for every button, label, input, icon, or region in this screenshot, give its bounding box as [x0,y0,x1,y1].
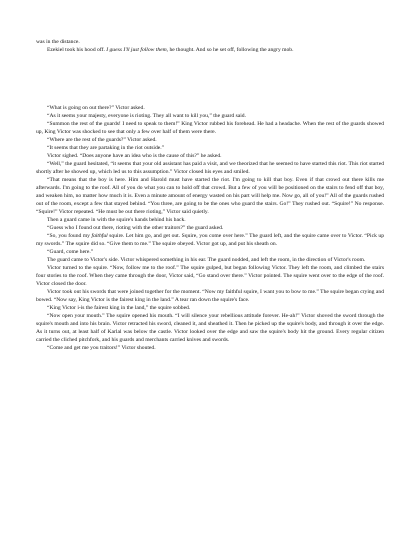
paragraph [36,46,384,54]
paragraph [36,288,384,304]
italic-text: faithful [91,233,108,239]
paragraph [36,144,384,152]
paragraph [36,248,384,256]
paragraph-text: Then a guard came in with the squire's hands behind his back. [47,217,186,223]
paragraph-text: “So, you found my [47,233,92,239]
paragraph-text: , he thought. And so he set off, following the angry mob. [166,47,294,53]
paragraph-text: “Guess who I found out there, rioting with the other traitors?” the guard asked. [47,225,224,231]
paragraph [36,264,384,288]
paragraph-text: “King Victor i-is the fairest king in the land,” the squire sobbed. [47,305,191,311]
paragraph [36,104,384,112]
paragraph-text: “Guard, come here.” [47,249,94,255]
paragraph-text: “What is going on out there?” Victor asked. [47,105,145,111]
main-text-block [36,104,384,352]
paragraph-text: squire. Let him go, and get out. Squire, you come over here.” The guard left, and the squire came over to Victor. “Pick up my swords.” The squire did so. “Give them to me.” The squire obeyed. Victor got up, and put his sheath on. [36,233,384,247]
paragraph [36,160,384,176]
italic-text: I guess I'll just follow them [106,47,167,53]
paragraph-text: “Come and get me you traitors!” Victor shouted. [47,345,156,351]
paragraph [36,224,384,232]
paragraph-text: “That means that the boy is here. Him and Harold must have started the riot. I'm going to kill that boy. Even if that crowd out there kills me afterwards. I'm going to the roof. All of you do what you can to hold off that crowd. But a few of you will be positioned on the stairs to fend off that boy, and weaken him, no matter how much it is. Even a minute amount of energy wasted on his part will help me. Now go, all of you!” All of the guards rushed out of the room, except a few that stayed behind. “You three, are going to be the ones who guard the stairs. Go!” They rushed out. “Squire!” No response. “Squire!” Victor repeated. “He must be out there rioting,” Victor said quietly. [36,177,384,215]
paragraph [36,112,384,120]
paragraph-text: Victor sighed. “Does anyone have an idea who is the cause of this?” he asked. [47,153,222,159]
paragraph [36,256,384,264]
paragraph-text: Victor turned to the squire. “Now, follow me to the roof.” The squire gulped, but began following Victor. They left the room, and climbed the stairs four stories to the roof. When they came through the door, Victor said, “Go stand over there.” Victor pointed. The squire went over to the edge of the roof. Victor closed the door. [36,265,384,287]
paragraph [36,344,384,352]
paragraph-text: “Well,” the guard hesitated, “it seems that your old assistant has paid a visit, and we theorized that he seemed to have started this riot. This riot started shortly after he showed up, which led us to this assumption.” Victor closed his eyes and smiled. [36,161,384,175]
paragraph [36,216,384,224]
paragraph-text: was in the distance. [36,39,80,45]
paragraph-text: “Where are the rest of the guards?” Victor asked. [47,137,157,143]
paragraph-text: Victor took out his swords that were joined together for the moment. “Now my faithful squire, I want you to bow to me.” The squire began crying and bowed. “Now say, King Victor is the fairest king in the land.” A tear ran down the squire's face. [36,289,384,303]
paragraph-text: “It seems that they are partaking in the riot outside.” [47,145,165,151]
paragraph [36,176,384,216]
paragraph [36,312,384,344]
paragraph [36,304,384,312]
paragraph-text: Ezekiel took his hood off. [47,47,107,53]
paragraph-text: “Now open your mouth.” The squire opened his mouth. “I will silence your rebellious attitude forever. He-ah!” Victor shoved the sword through the squire's mouth and into his brain. Victor retracted his sword, cleaned it, and sheathed it. Then he picked up the squire's body, and through it over the edge. As it turns out, at least half of Karlal was below the castle. Victor looked over the edge and saw the squire's body hit the ground. Every regular citizen carried the cliched pitchfork, and his guards and merchants carried knives and swords. [36,313,384,343]
paragraph [36,152,384,160]
top-text-block [36,38,384,54]
paragraph-text: “As it seems your majesty, everyone is rioting. They all want to kill you,” the guard said. [47,113,247,119]
paragraph [36,232,384,248]
paragraph-text: The guard came to Victor's side. Victor whispered something in his ear. The guard nodded, and left the room, in the direction of Victor's room. [47,257,366,263]
paragraph [36,136,384,144]
paragraph [36,38,384,46]
paragraph-text: “Summon the rest of the guards! I need to speak to them!” King Victor rubbed his forehead. He had a headache. When the rest of the guards showed up, King Victor was shocked to see that only a few over half of them were there. [36,121,384,135]
paragraph [36,120,384,136]
